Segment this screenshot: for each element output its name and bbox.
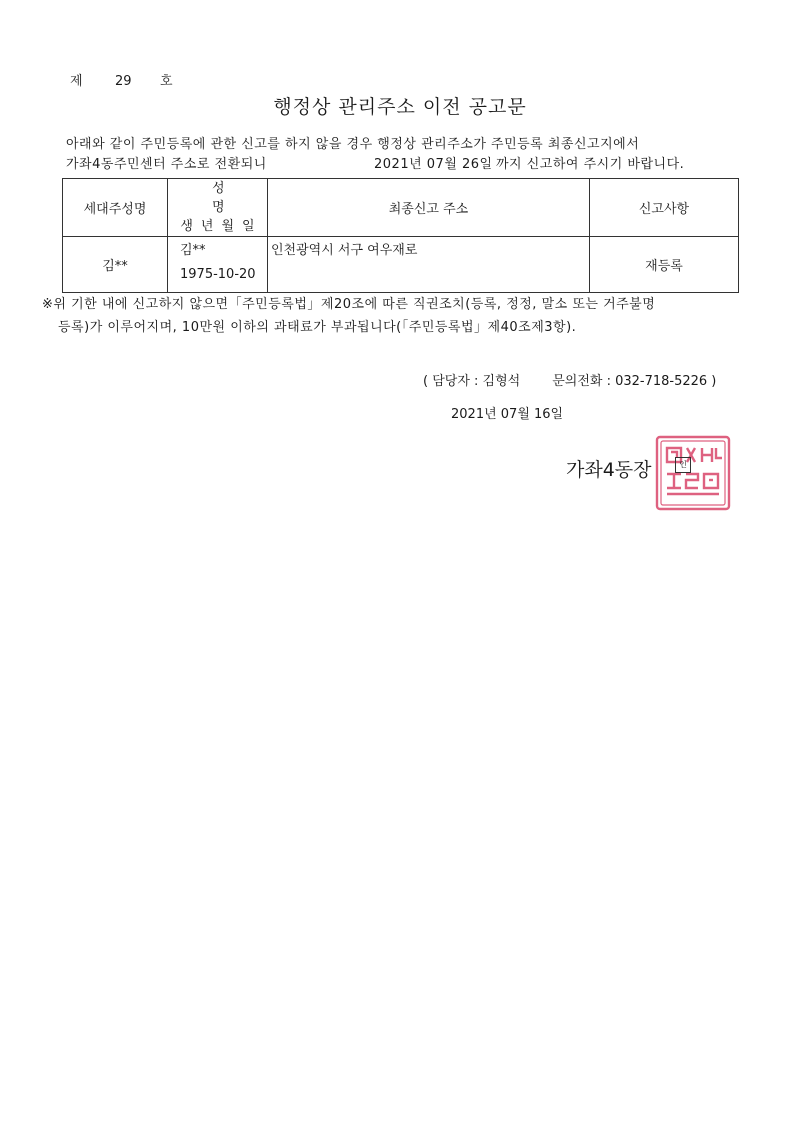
col-birth-label: 생년월일	[180, 219, 263, 234]
cell-report: 재등록	[590, 237, 739, 293]
issue-date: 2021년 07월 16일	[451, 407, 564, 422]
col-name-birth	[168, 179, 268, 237]
intro-line-2-head: 가좌4동주민센터 주소로 전환되니	[66, 157, 267, 172]
notice-table	[62, 178, 739, 293]
intro-line-1: 아래와 같이 주민등록에 관한 신고를 하지 않을 경우 행정상 관리주소가 주민등록 최종신고지에서	[66, 137, 640, 152]
document-number	[70, 70, 173, 89]
cell-name-birth	[168, 237, 268, 293]
note-line-2: 등록)가 이루어지며, 10만원 이하의 과태료가 부과됩니다(「주민등록법」제40조제3항).	[58, 320, 577, 335]
intro-line-2	[66, 153, 685, 172]
col-name-label: 성명	[212, 181, 269, 215]
seal-in-mark: 인	[675, 457, 691, 473]
intro-line-2-tail: 까지 신고하여 주시기 바랍니다.	[496, 157, 685, 172]
cell-address: 인천광역시 서구 여우재로	[268, 237, 590, 293]
deadline-date: 2021년 07월 26일	[374, 157, 493, 172]
doc-number-value: 29	[115, 74, 132, 89]
cell-household-head: 김**	[63, 237, 168, 293]
col-household-head: 세대주성명	[63, 179, 168, 237]
cell-birth: 1975-10-20	[180, 267, 256, 282]
doc-number-prefix: 제	[70, 74, 83, 89]
col-last-address: 최종신고 주소	[268, 179, 590, 237]
contact-phone: 문의전화 : 032-718-5226 )	[552, 374, 717, 389]
cell-name: 김**	[180, 243, 206, 258]
doc-number-suffix: 호	[160, 74, 173, 89]
table-row	[63, 237, 739, 293]
official-seal	[654, 434, 732, 512]
table-header-row	[63, 179, 739, 237]
note-line-1: ※위 기한 내에 신고하지 않으면「주민등록법」제20조에 따른 직권조치(등록, 정정, 말소 또는 거주불명	[42, 297, 656, 312]
contact-manager: ( 담당자 : 김형석	[423, 374, 521, 389]
col-report-item: 신고사항	[590, 179, 739, 237]
contact-info	[423, 370, 716, 389]
page-title: 행정상 관리주소 이전 공고문	[273, 96, 527, 118]
office-signature: 가좌4동장	[566, 459, 652, 481]
